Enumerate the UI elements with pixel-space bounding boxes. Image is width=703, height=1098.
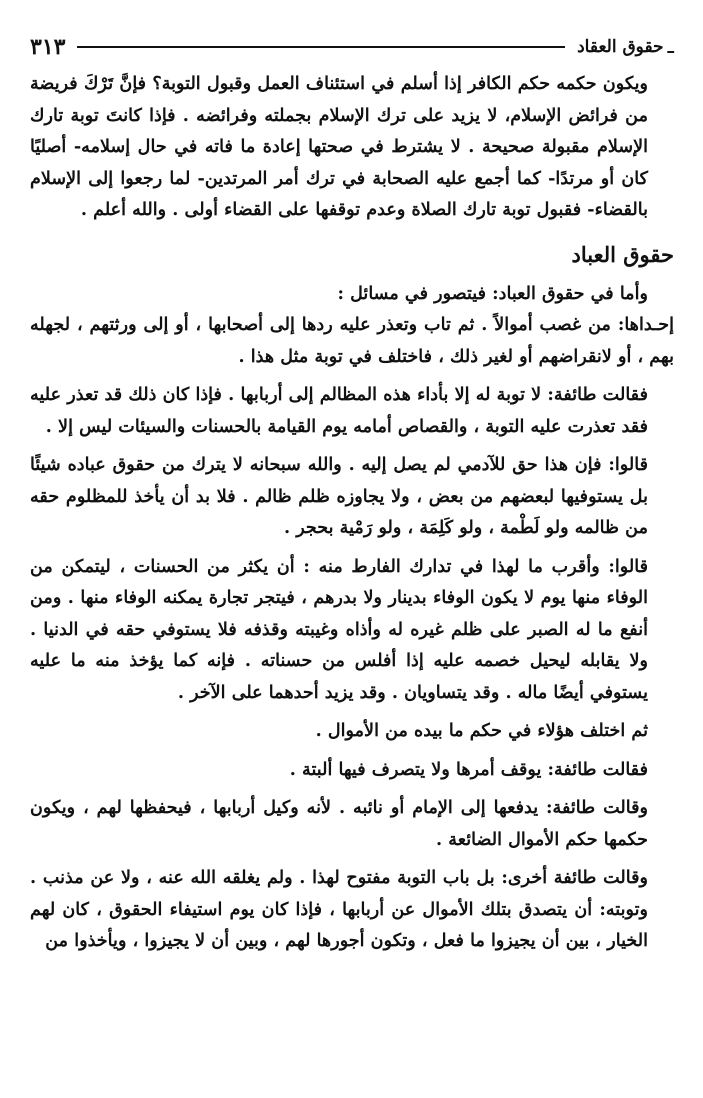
page-number: ٣١٣	[30, 34, 66, 60]
book-page	[30, 30, 674, 1080]
paragraph: ويكون حكمه حكم الكافر إذا أسلم في استئناف العمل وقبول التوبة؟ فإنَّ تَرْكَ فريضة من فرائض الإسلام، لا يزيد على ترك الإسلام بجملته وفرائضه . فإذا كانتَ توبة تارك الإسلام مقبولة صحيحة . لا يشترط في صحتها إعادة ما فاته في حال إسلامه- أصليًا كان أو مرتدًا- كما أجمع عليه الصحابة في ترك أمر المرتدين- لما رجعوا إلى الإسلام بالقضاء- فقبول توبة تارك الصلاة وعدم توقفها على القضاء أولى . والله أعلم .	[30, 73, 648, 220]
running-header	[30, 30, 674, 64]
paragraph: وقالت طائفة: يدفعها إلى الإمام أو نائبه . لأنه وكيل أربابها ، فيحفظها لهم ، ويكون حكمها حكم الأموال الضائعة .	[30, 797, 648, 850]
section-heading: حقوق العباد	[571, 241, 674, 267]
paragraph: قالوا: وأقرب ما لهذا في تدارك الفارط منه : أن يكثر من الحسنات ، ليتمكن من الوفاء منها يوم لا يكون الوفاء بدينار ولا بدرهم ، فيتجر تجارة يمكنه الوفاء منها . ومن أنفع ما له الصبر على ظلم غيره له وأذاه وغيبته وقذفه فلا يستوفي حقه في الدنيا . ولا يقابله ليحيل خصمه عليه إذا أفلس من حسناته . فإنه كما يؤخذ منه ما عليه يستوفي أيضًا ماله . وقد يتساويان . وقد يزيد أحدهما على الآخر .	[30, 555, 648, 703]
paragraph: ثم اختلف هؤلاء في حكم ما بيده من الأموال .	[315, 720, 648, 741]
paragraph: فقالت طائفة: لا توبة له إلا بأداء هذه المظالم إلى أربابها . فإذا كان ذلك قد تعذر عليه فقد تعذرت عليه التوبة ، والقصاص أمامه يوم القيامة بالحسنات والسيئات ليس إلا .	[30, 384, 648, 437]
paragraph: إحـداها: من غصب أموالاً . ثم تاب وتعذر عليه ردها إلى أصحابها ، أو إلى ورثتهم ، لجهله بهم ، أو لانقراضهم أو لغير ذلك ، فاختلف في توبة مثل هذا .	[30, 314, 674, 367]
paragraph: فقالت طائفة: يوقف أمرها ولا يتصرف فيها ألبتة .	[289, 758, 648, 780]
header-dash: ـ	[667, 34, 674, 59]
header-title: حقوق العقاد	[577, 37, 664, 57]
page-body	[30, 68, 674, 957]
paragraph: قالوا: فإن هذا حق للآدمي لم يصل إليه . والله سبحانه لا يترك من حقوق عباده شيئًا بل يستوفيها لبعضهم من بعض ، ولا يجاوزه ظلم ظالم . فلا بد أن يأخذ للمظلوم حقه من ظالمه ولو لَطْمة ، ولو كَلِمَة ، ولو رَمْية بحجر .	[30, 454, 648, 538]
paragraph: وأما في حقوق العباد: فيتصور في مسائل :	[337, 282, 648, 304]
header-rule	[77, 46, 565, 48]
paragraph: وقالت طائفة أخرى: بل باب التوبة مفتوح لهذا . ولم يغلقه الله عنه ، ولا عن مذنب . وتوبته: أن يتصدق بتلك الأموال عن أربابها ، فإذا كان يوم استيفاء الحقوق ، كان لهم الخيار ، بين أن يجيزوا ما فعل ، وتكون أجورها لهم ، وبين أن لا يجيزوا ، ويأخذوا من	[30, 867, 648, 951]
